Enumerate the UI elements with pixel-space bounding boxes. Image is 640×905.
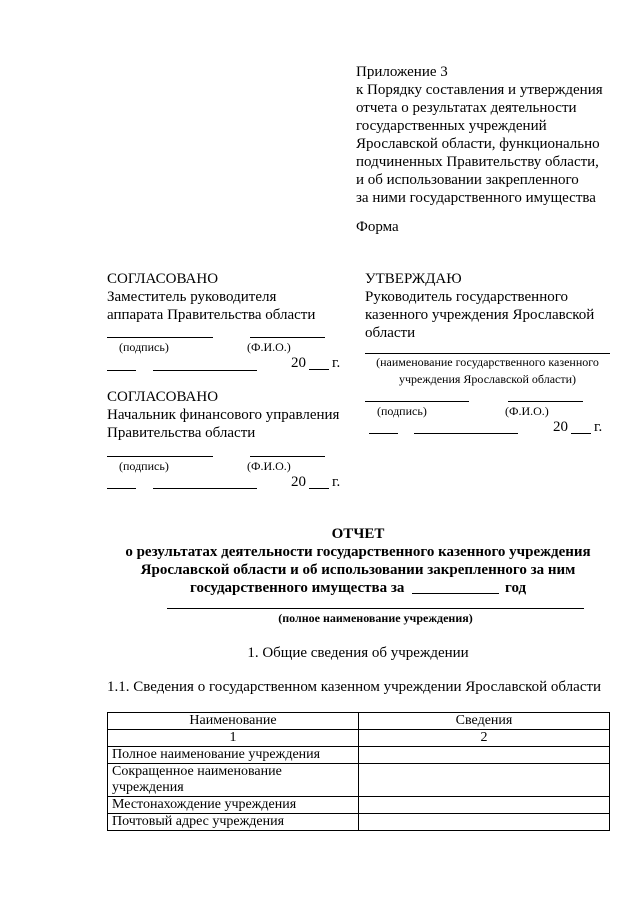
date-month-line	[414, 433, 518, 434]
institution-caption: (полное наименование учреждения)	[278, 611, 473, 625]
table-row	[108, 747, 610, 764]
date-month-line	[153, 488, 257, 489]
fio-label: (Ф.И.О.)	[505, 404, 549, 418]
table-row-label: Почтовый адрес учреждения	[108, 814, 359, 831]
approval-position: Руководитель государственного	[365, 289, 569, 305]
report-title-line: о результатах деятельности государственного казенного учреждения	[125, 544, 591, 560]
table-row-value[interactable]	[359, 764, 610, 797]
approval-position: Заместитель руководителя	[107, 289, 277, 305]
table-row-value[interactable]	[359, 797, 610, 814]
year-prefix: 20	[291, 474, 306, 490]
year-suffix: г.	[332, 474, 341, 490]
form-label: Форма	[356, 219, 399, 235]
table-row	[108, 814, 610, 831]
table-row-value[interactable]	[359, 747, 610, 764]
table-header-row	[108, 713, 610, 730]
year-line	[309, 488, 329, 489]
institution-info-table	[107, 712, 610, 831]
institution-label: (наименование государственного казенного	[376, 355, 599, 369]
table-row-label: Местонахождение учреждения	[108, 797, 359, 814]
fio-line	[250, 337, 325, 338]
table-row-label: Сокращенное наименование учреждения	[108, 764, 359, 797]
date-day-line	[369, 433, 398, 434]
approval-position: Правительства области	[107, 425, 256, 441]
signature-line	[107, 456, 213, 457]
appendix-line: подчиненных Правительству области,	[356, 154, 599, 170]
year-prefix: 20	[291, 355, 306, 371]
signature-line	[107, 337, 213, 338]
appendix-line: и об использовании закрепленного	[356, 172, 579, 188]
appendix-line: за ними государственного имущества	[356, 190, 596, 206]
fio-line	[508, 401, 583, 402]
signature-label: (подпись)	[119, 459, 169, 473]
appendix-line: Ярославской области, функционально	[356, 136, 600, 152]
appendix-title: Приложение 3	[356, 64, 448, 80]
approval-heading: УТВЕРЖДАЮ	[365, 271, 462, 287]
report-title-line: Ярославской области и об использовании закрепленного за ним	[140, 562, 576, 578]
institution-full-name-line	[167, 608, 584, 609]
approval-position: аппарата Правительства области	[107, 307, 316, 323]
section-subtitle: 1.1. Сведения о государственном казенном учреждении Ярославской области	[107, 679, 602, 695]
approval-position: области	[365, 325, 416, 341]
year-prefix: 20	[553, 419, 568, 435]
section-title: 1. Общие сведения об учреждении	[247, 645, 469, 661]
date-day-line	[107, 370, 136, 371]
table-row-label: Полное наименование учреждения	[108, 747, 359, 764]
report-title: ОТЧЕТ	[331, 526, 385, 542]
appendix-line: государственных учреждений	[356, 118, 547, 134]
year-line	[309, 369, 329, 370]
fio-label: (Ф.И.О.)	[247, 459, 291, 473]
table-header-cell: Наименование	[108, 713, 359, 730]
appendix-line: отчета о результатах деятельности	[356, 100, 577, 116]
table-number-row	[108, 730, 610, 747]
table-row	[108, 764, 610, 797]
appendix-line: к Порядку составления и утверждения	[356, 82, 603, 98]
table-row	[108, 797, 610, 814]
table-header-cell: Сведения	[359, 713, 610, 730]
fio-label: (Ф.И.О.)	[247, 340, 291, 354]
date-month-line	[153, 370, 257, 371]
signature-line	[365, 401, 469, 402]
report-year-line	[412, 593, 499, 594]
approval-heading: СОГЛАСОВАНО	[107, 271, 219, 287]
approval-position: казенного учреждения Ярославской	[365, 307, 595, 323]
report-year-suffix: год	[505, 580, 527, 596]
table-number-cell: 2	[359, 730, 610, 747]
signature-label: (подпись)	[119, 340, 169, 354]
year-line	[571, 433, 591, 434]
year-suffix: г.	[594, 419, 603, 435]
approval-position: Начальник финансового управления	[107, 407, 340, 423]
institution-name-line	[365, 353, 610, 354]
fio-line	[250, 456, 325, 457]
date-day-line	[107, 488, 136, 489]
table-number-cell: 1	[108, 730, 359, 747]
signature-label: (подпись)	[377, 404, 427, 418]
report-title-line: государственного имущества за	[190, 580, 405, 596]
year-suffix: г.	[332, 355, 341, 371]
institution-label: учреждения Ярославской области)	[398, 372, 577, 386]
approval-heading: СОГЛАСОВАНО	[107, 389, 219, 405]
table-row-value[interactable]	[359, 814, 610, 831]
